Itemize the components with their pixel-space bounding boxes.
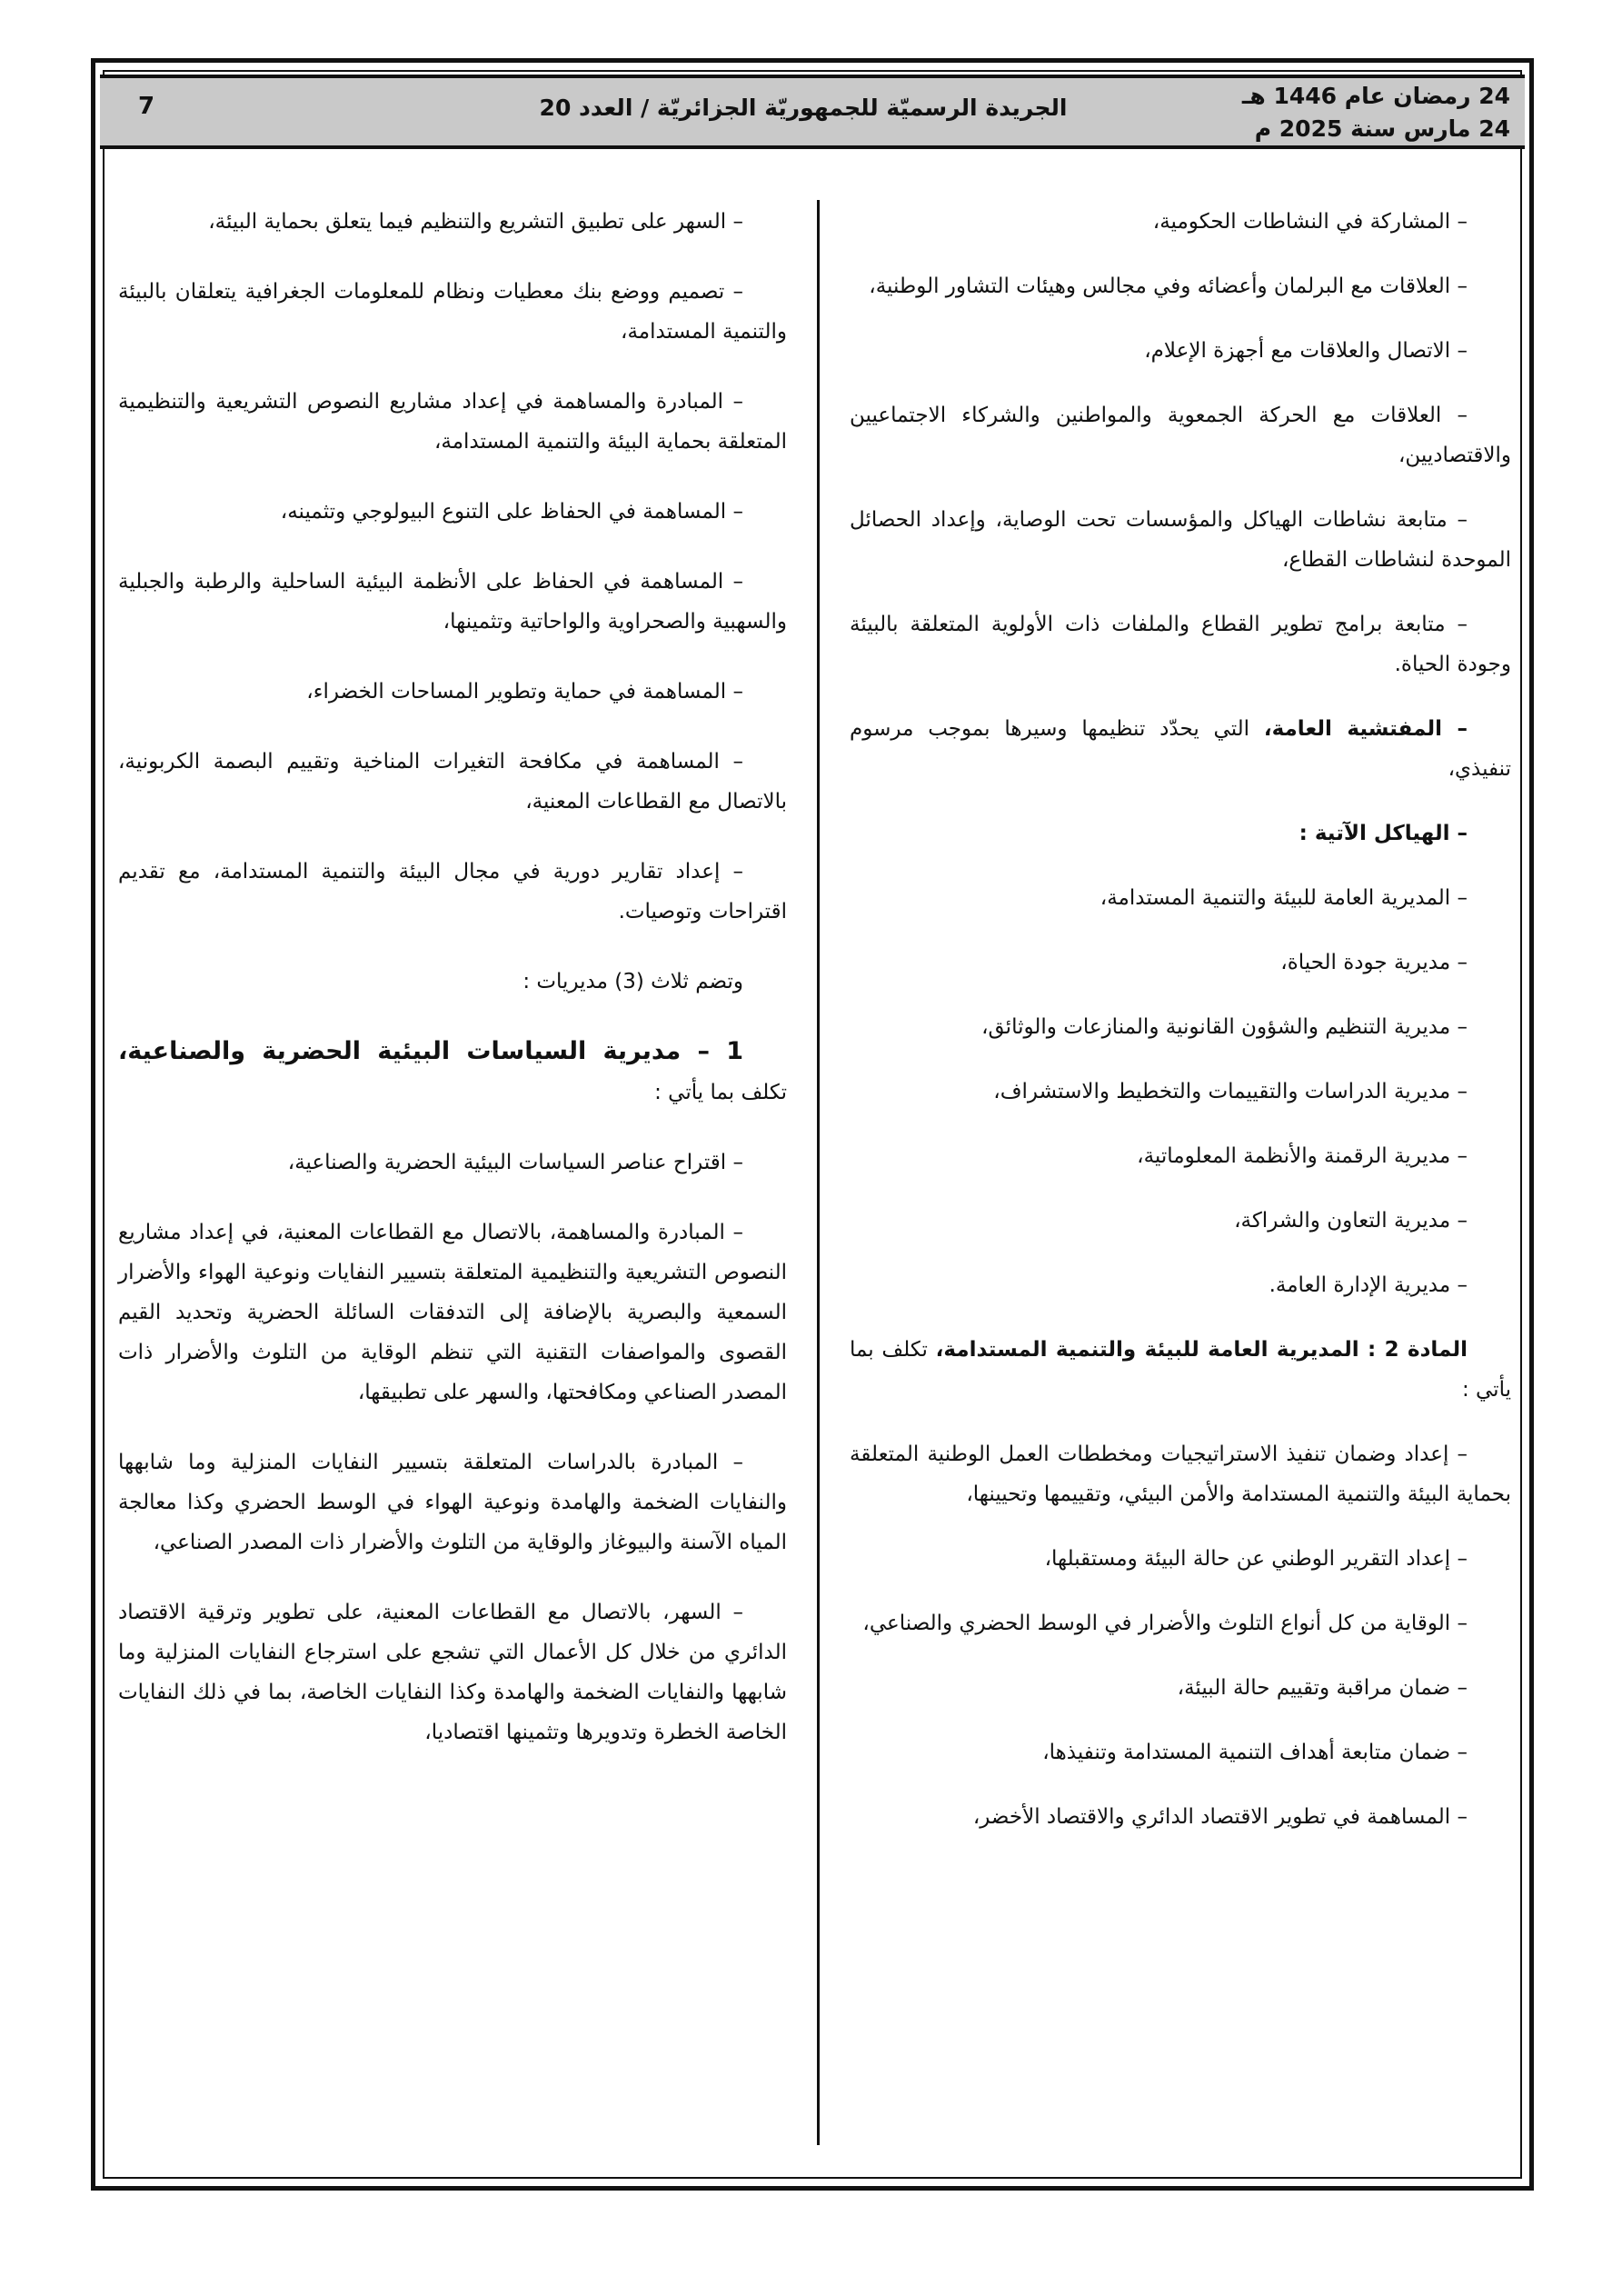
paragraph-text: – العلاقات مع الحركة الجمعوية والمواطنين والشركاء الاجتماعيين والاقتصاديين، (850, 404, 1511, 467)
paragraph (850, 266, 1511, 306)
paragraph (850, 1136, 1511, 1176)
paragraph (850, 1603, 1511, 1643)
paragraph (850, 814, 1511, 854)
paragraph (118, 1442, 787, 1562)
paragraph-text: – ضمان متابعة أهداف التنمية المستدامة وتنفيذها، (1042, 1741, 1468, 1764)
paragraph (850, 604, 1511, 684)
gazette-title-text: الجريدة الرسميّة للجمهوريّة الجزائريّة / العدد 20 (539, 95, 1068, 121)
paragraph (118, 382, 787, 462)
paragraph-text: تكلف بما يأتي : (654, 1081, 787, 1104)
paragraph-text: – المبادرة والمساهمة في إعداد مشاريع النصوص التشريعية والتنظيمية المتعلقة بحماية البيئة والتنمية المستدامة، (118, 390, 787, 454)
paragraph-text: – العلاقات مع البرلمان وأعضائه وفي مجالس وهيئات التشاور الوطنية، (869, 275, 1468, 298)
paragraph-bold-heading: – الهياكل الآتية : (1299, 822, 1468, 845)
paragraph-text: التي يحدّد تنظيمها وسيرها بموجب مرسوم تنفيذي، (850, 717, 1511, 781)
paragraph (118, 1213, 787, 1413)
paragraph-text: – السهر، بالاتصال مع القطاعات المعنية، على تطوير وترقية الاقتصاد الدائري من خلال كل الأعمال التي تشجع على استرجاع النفايات المنزلية وما شابهها والنفايات الضخمة والهامدة وكذا النفايات الخاصة، بما في ذلك النفايات الخاصة الخطرة وتدويرها وتثمينها اقتصاديا، (118, 1601, 787, 1744)
paragraph (850, 943, 1511, 983)
paragraph-text: – مديرية التنظيم والشؤون القانونية والمنازعات والوثائق، (981, 1015, 1468, 1039)
paragraph-bold-heading: المادة 2 : المديرية العامة للبيئة والتنمية المستدامة، (935, 1338, 1468, 1362)
paragraph (118, 202, 787, 242)
paragraph-text: – مديرية الإدارة العامة. (1269, 1273, 1468, 1297)
paragraph (850, 878, 1511, 918)
paragraph-text: – المشاركة في النشاطات الحكومية، (1152, 210, 1468, 234)
paragraph (850, 395, 1511, 475)
gazette-title (100, 95, 1525, 121)
paragraph-text: – المساهمة في حماية وتطوير المساحات الخضراء، (306, 680, 743, 704)
paragraph (850, 1732, 1511, 1772)
paragraph (850, 1434, 1511, 1514)
column-divider (817, 200, 820, 2145)
paragraph (118, 962, 787, 1002)
paragraph-text: – المبادرة والمساهمة، بالاتصال مع القطاعات المعنية، في إعداد مشاريع النصوص التشريعية والتنظيمية المتعلقة بتسيير النفايات ونوعية الهواء والأضرار السمعية والبصرية بالإضافة إلى التدفقات السائلة الحضرية وتحديد القيم القصوى والمواصفات التقنية التي تنظم الوقاية من التلوث والأضرار ذات المصدر الصناعي ومكافحتها، والسهر على تطبيقها، (118, 1221, 787, 1404)
right-column (850, 202, 1511, 1862)
paragraph-bold-heading: – المفتشية العامة، (1263, 717, 1468, 741)
paragraph (850, 709, 1511, 789)
paragraph (850, 1539, 1511, 1579)
paragraph-text: – المبادرة بالدراسات المتعلقة بتسيير النفايات المنزلية وما شابهها والنفايات الضخمة والهامدة ونوعية الهواء في الوسط الحضري وكذا معالجة المياه الآسنة والبيوغاز والوقاية من التلوث والأضرار ذات المصدر الصناعي، (118, 1451, 787, 1554)
paragraph-text: – متابعة برامج تطوير القطاع والملفات ذات الأولوية المتعلقة بالبيئة وجودة الحياة. (850, 613, 1511, 676)
paragraph (850, 1668, 1511, 1708)
gazette-header (100, 75, 1525, 149)
paragraph-text: – ضمان مراقبة وتقييم حالة البيئة، (1177, 1676, 1468, 1700)
paragraph-text: – مديرية جودة الحياة، (1280, 951, 1468, 974)
paragraph (850, 331, 1511, 371)
paragraph (850, 1797, 1511, 1837)
left-column (118, 202, 787, 1782)
paragraph (118, 492, 787, 532)
paragraph-text: – متابعة نشاطات الهياكل والمؤسسات تحت الوصاية، وإعداد الحصائل الموحدة لنشاطات القطاع، (850, 508, 1511, 572)
paragraph-text: – المساهمة في مكافحة التغيرات المناخية وتقييم البصمة الكربونية، بالاتصال مع القطاعات المعنية، (118, 750, 787, 814)
gregorian-date: 24 مارس سنة 2025 م (1254, 115, 1510, 142)
paragraph-text: – مديرية الرقمنة والأنظمة المعلوماتية، (1137, 1144, 1468, 1168)
paragraph-text: وتضم ثلاث (3) مديريات : (522, 970, 743, 993)
paragraph (118, 672, 787, 712)
paragraph (850, 1265, 1511, 1305)
paragraph (118, 852, 787, 932)
paragraph-bold-heading: 1 – مديرية السياسات البيئية الحضرية والصناعية، (118, 1037, 743, 1065)
hijri-date: 24 رمضان عام 1446 هـ (1241, 83, 1510, 109)
paragraph-text: – اقتراح عناصر السياسات البيئية الحضرية والصناعية، (287, 1151, 743, 1174)
paragraph-text: – المساهمة في تطوير الاقتصاد الدائري والاقتصاد الأخضر، (972, 1805, 1468, 1829)
paragraph (118, 1143, 787, 1183)
paragraph-text: – إعداد وضمان تنفيذ الاستراتيجيات ومخططات العمل الوطنية المتعلقة بحماية البيئة والتنمية المستدامة والأمن البيئي، وتقييمها وتحيينها، (850, 1442, 1511, 1506)
paragraph (850, 1072, 1511, 1112)
page-number: 7 (138, 93, 155, 120)
paragraph-text: – مديرية التعاون والشراكة، (1234, 1209, 1468, 1233)
paragraph-text: – إعداد تقارير دورية في مجال البيئة والتنمية المستدامة، مع تقديم اقتراحات وتوصيات. (118, 860, 787, 923)
paragraph-text: – المديرية العامة للبيئة والتنمية المستدامة، (1100, 886, 1468, 910)
paragraph (850, 202, 1511, 242)
paragraph-text: – مديرية الدراسات والتقييمات والتخطيط والاستشراف، (993, 1080, 1468, 1103)
paragraph (118, 742, 787, 822)
paragraph-text: – تصميم ووضع بنك معطيات ونظام للمعلومات الجغرافية يتعلقان بالبيئة والتنمية المستدامة، (118, 280, 787, 344)
paragraph-text: – الاتصال والعلاقات مع أجهزة الإعلام، (1144, 339, 1468, 363)
paragraph (118, 1032, 787, 1113)
paragraph-text: – إعداد التقرير الوطني عن حالة البيئة ومستقبلها، (1044, 1547, 1468, 1571)
paragraph-text: – المساهمة في الحفاظ على الأنظمة البيئية الساحلية والرطبة والجبلية والسهبية والصحراوية والواحاتية وتثمينها، (118, 570, 787, 634)
paragraph (118, 562, 787, 642)
paragraph-text: تكلف بما يأتي : (850, 1338, 1511, 1402)
paragraph (850, 1007, 1511, 1047)
paragraph (850, 500, 1511, 580)
paragraph (850, 1330, 1511, 1410)
paragraph-text: – المساهمة في الحفاظ على التنوع البيولوجي وتثمينه، (280, 500, 743, 524)
paragraph-text: – السهر على تطبيق التشريع والتنظيم فيما يتعلق بحماية البيئة، (208, 210, 743, 234)
paragraph (850, 1201, 1511, 1241)
paragraph (118, 272, 787, 352)
paragraph-text: – الوقاية من كل أنواع التلوث والأضرار في الوسط الحضري والصناعي، (862, 1612, 1468, 1635)
paragraph (118, 1592, 787, 1752)
